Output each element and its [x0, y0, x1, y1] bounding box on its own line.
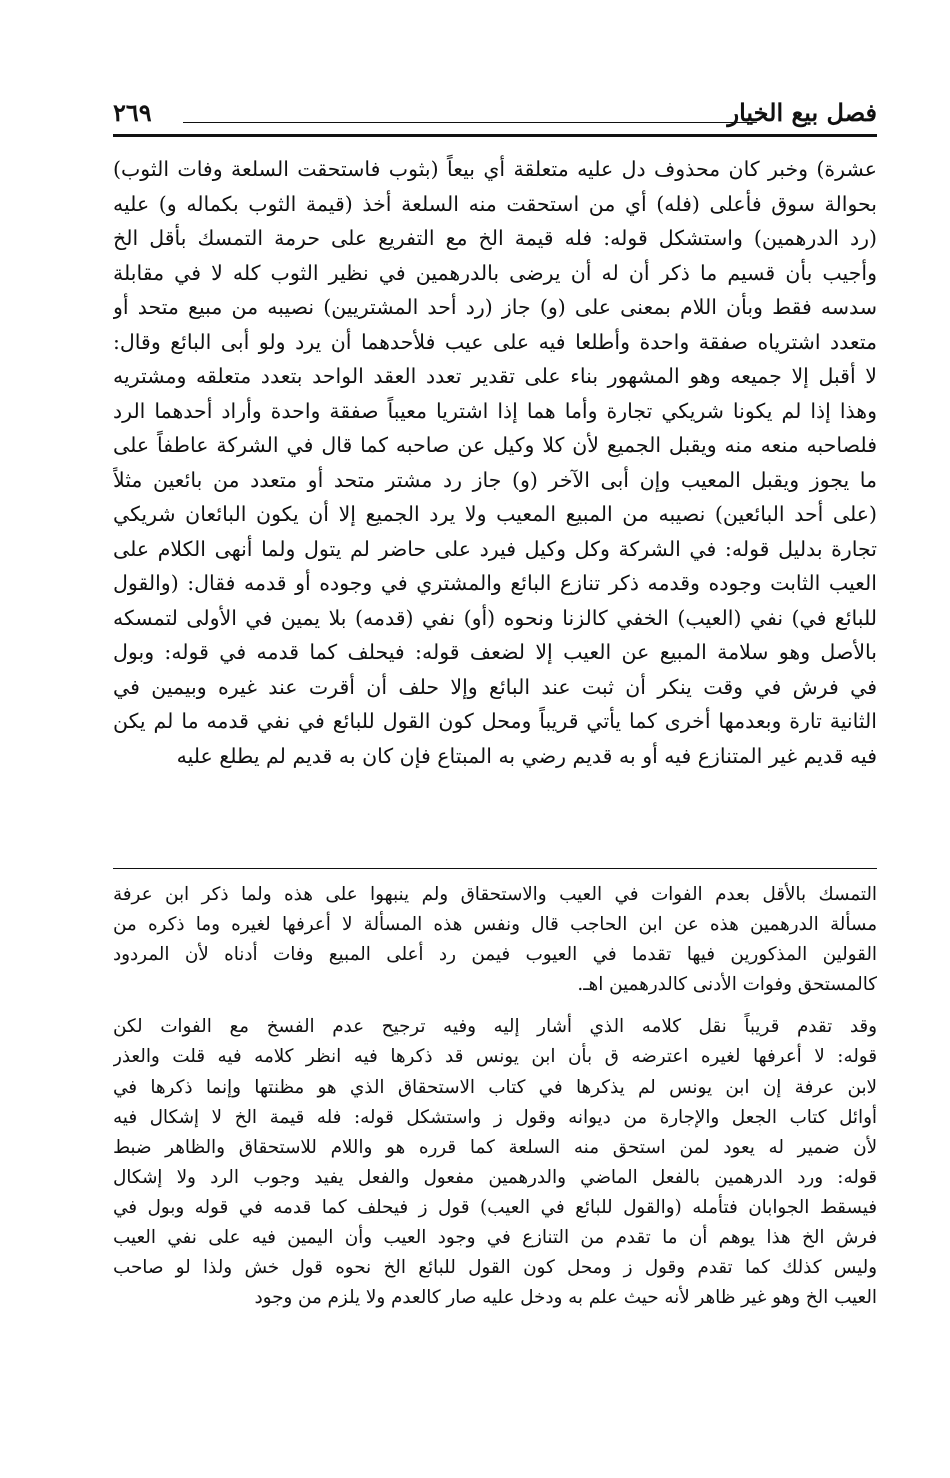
text-line: (رد الدرهمين) واستشكل قوله: فله قيمة الخ مع التفريع على حرمة التمسك بأقل الخ: [113, 226, 877, 250]
page-number: ٢٦٩: [113, 98, 152, 127]
text-line: للبائع في) نفي (العيب) الخفي كالزنا ونحوه (أو) نفي (قدمه) بلا يمين في الأولى لتمسكه: [113, 605, 877, 630]
footnote-paragraph: [113, 1012, 877, 1313]
text-line: العيب الثابت وجوده وقدمه ذكر تنازع البائع والمشتري في وجوده أو قدمه فقال: (والقول: [113, 571, 877, 595]
paragraph-gap: [113, 1000, 877, 1012]
text-line: لابن عرفة إن ابن يونس لم يذكرها في كتاب الاستحقاق الذي هو مظنتها وإنما ذكرها في: [113, 1076, 877, 1098]
text-line: فرش الخ هذا يوهم أن ما تقدم من التنازع في وجود العيب وأن اليمين فيه على نفي العيب: [113, 1227, 877, 1249]
header-rule: [113, 134, 877, 137]
text-line: العيب الخ وهو غير ظاهر لأنه حيث علم به ودخل عليه صار كالعدم ولا يلزم من وجود: [254, 1287, 877, 1309]
text-line: كالمستحق وفوات الأدنى كالدرهمين اهـ.: [577, 974, 877, 996]
text-line: فيسقط الجوابان فتأمله (والقول للبائع في العيب) قول ز فيحلف كما قدمه في قوله وبول في: [113, 1196, 877, 1218]
text-line: وأجيب بأن قسيم ما ذكر أن له أن يرضى بالدرهمين في نظير الثوب كله لا في مقابلة: [113, 260, 877, 285]
text-line: متعدد اشترياه صفقة واحدة وأطلعا فيه على عيب فلأحدهما أن يرد ولو أبى البائع وقال:: [113, 329, 877, 354]
text-line: ما يجوز ويقبل المعيب وإن أبى الآخر (و) جاز رد مشتر متحد أو متعدد من بائعين مثلاً: [113, 467, 877, 492]
text-line: الثانية تارة وبعدمها أخرى كما يأتي قريباً ومحل كون القول للبائع في نفي قدمه ما لم يكن: [113, 709, 877, 733]
text-line: وقد تقدم قريباً نقل كلامه الذي أشار إليه وفيه ترجيح عدم الفسخ مع الفوات لكن: [113, 1016, 877, 1038]
text-line: القولين المذكورين فيها تقدما في العيوب فيمن رد أعلى المبيع وفات أدناه لأن المردود: [113, 944, 877, 966]
text-line: لأن ضمير له يعود لمن استحق منه السلعة كما قرره هو واللام للاستحقاق والظاهر ضبط: [113, 1136, 877, 1158]
footnote-separator: [113, 868, 877, 869]
footnotes: [113, 880, 877, 1313]
text-line: قوله: لا أعرفها لغيره اعترضه ق بأن ابن يونس قد ذكرها فيه انظر كلامه فيه قلت والعذر: [113, 1046, 877, 1068]
footnote-paragraph: [113, 880, 877, 1000]
chapter-title: فصل بيع الخيار: [727, 98, 877, 127]
text-line: قوله: ورد الدرهمين بالفعل الماضي والدرهمين مفعول والفعل يفيد وجوب الرد ولا إشكال: [113, 1166, 877, 1188]
text-line: وهذا إذا لم يكونا شريكي تجارة وأما هما إذا اشتريا معيباً صفقة واحدة وأراد أحدهما الرد: [113, 398, 877, 423]
text-line: التمسك بالأقل بعدم الفوات في العيب والاستحقاق ولم ينبهوا على هذه ولما ذكر ابن عرفة: [113, 884, 877, 905]
text-line: بحوالة سوق فأعلى (فله) أي من استحقت منه السلعة أخذ (قيمة الثوب بكماله و) عليه: [113, 191, 877, 216]
text-line: أوائل كتاب الجعل والإجارة من ديوانه وقول ز واستشكل قوله: فله قيمة الخ لا إشكال فيه: [113, 1106, 877, 1128]
text-line: (على أحد البائعين) نصيبه من المبيع المعيب ولا يرد الجميع إلا أن يكون البائعان شريكي: [113, 502, 877, 526]
text-line: في فرش في وقت ينكر أن ثبت عند البائع وإلا حلف أن أقرت عند غيره وبيمين في: [113, 674, 877, 699]
text-line: وليس كذلك كما تقدم وقول ز ومحل كون القول للبائع الخ نحوه قول خش ولذا لو صاحب: [113, 1257, 877, 1279]
text-line: فلصاحبه منعه منه ويقبل الجميع لأن كلا وكيل عن صاحبه كما قال في الشركة عاطفاً على: [113, 433, 877, 457]
text-line: مسألة الدرهمين هذه عن ابن الحاجب قال ونفس هذه المسألة لا أعرفها لغيره وما ذكره من: [113, 914, 877, 936]
page-header: [113, 96, 877, 132]
text-line: لا أقبل إلا جميعه وهو المشهور بناء على تقدير تعدد العقد الواحد بتعدد متعلقه ومشتريه: [113, 364, 877, 388]
text-line: بالأصل وهو سلامة المبيع عن العيب إلا لضعف قوله: فيحلف كما قدمه في قوله: وبول: [113, 640, 877, 664]
text-line: فيه قديم غير المتنازع فيه أو به قديم رضي به المبتاع فإن كان به قديم لم يطلع عليه: [176, 743, 877, 768]
header-dash: [183, 122, 757, 123]
text-line: عشرة) وخبر كان محذوف دل عليه متعلقة أي بيعاً (بثوب فاستحقت السلعة وفات الثوب): [113, 157, 877, 181]
main-text: [113, 152, 877, 773]
text-line: سدسه فقط وبأن اللام بمعنى على (و) جاز (رد أحد المشتريين) نصيبه من مبيع متحد أو: [113, 295, 877, 319]
text-line: تجارة بدليل قوله: في الشركة وكل وكيل فيرد على حاضر لم يتول ولما أنهى الكلام على: [113, 536, 877, 561]
